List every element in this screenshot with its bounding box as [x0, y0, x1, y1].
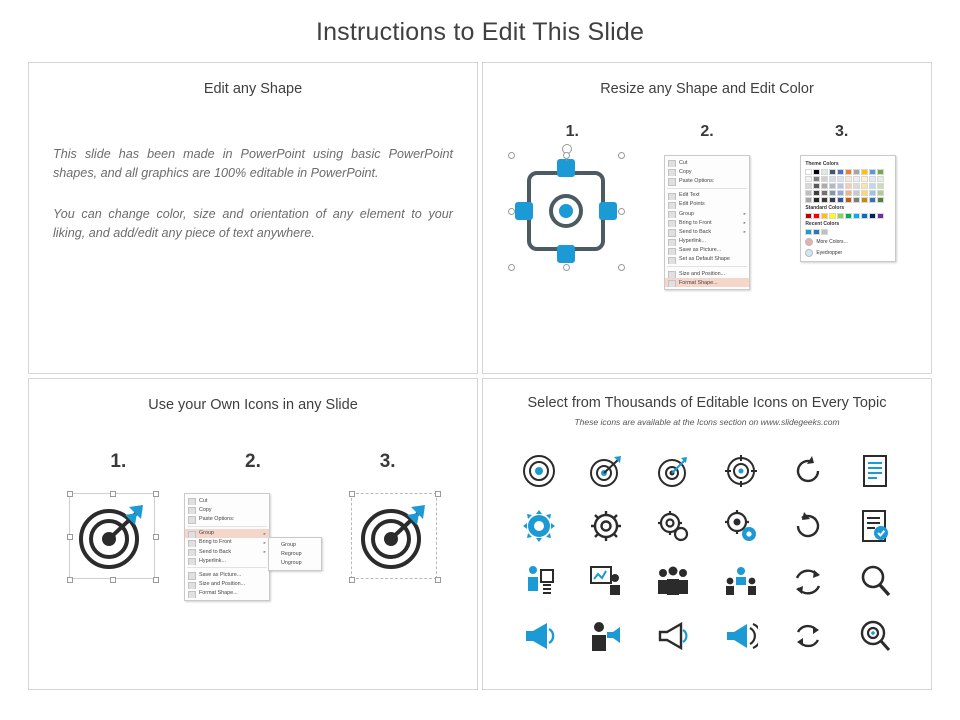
panel-edit-any-shape	[28, 62, 478, 374]
submenu-item-regroup[interactable]	[269, 549, 321, 558]
people-group-icon[interactable]	[656, 564, 690, 598]
swatch[interactable]	[853, 197, 860, 203]
theme-shade-row[interactable]	[805, 197, 891, 203]
menu-item-size-and-position[interactable]	[185, 580, 269, 589]
theme-colors-label: Theme Colors	[805, 161, 839, 167]
gear-settings-icon[interactable]	[724, 509, 758, 543]
recycle-arrows-icon[interactable]	[792, 565, 824, 597]
resize-handle-nw[interactable]	[67, 491, 73, 497]
chevron-right-icon: ▸	[263, 548, 266, 554]
menu-item-label: Copy	[198, 506, 212, 513]
resize-handle-s[interactable]	[563, 264, 570, 271]
resize-figure-context-menu	[637, 155, 777, 290]
menu-item-edit-text[interactable]	[665, 191, 749, 200]
send-back-icon	[188, 549, 196, 556]
shape-selection-box[interactable]	[511, 155, 621, 267]
chevron-right-icon: ▸	[743, 220, 746, 226]
menu-item-label: Cut	[198, 497, 208, 504]
edit-text-icon	[668, 193, 676, 200]
swatch[interactable]	[805, 183, 812, 189]
megaphone-announce-icon[interactable]	[724, 622, 758, 650]
own-icons-step-number-1: 1.	[110, 451, 127, 472]
swatch[interactable]	[861, 213, 868, 219]
swatch[interactable]	[853, 190, 860, 196]
swatch[interactable]	[837, 190, 844, 196]
chevron-right-icon: ▸	[263, 539, 266, 545]
page-title: Instructions to Edit This Slide	[315, 18, 645, 46]
cycle-arrows-icon[interactable]	[792, 620, 824, 652]
menu-item-send-to-back[interactable]	[665, 227, 749, 236]
more-colors-button[interactable]	[805, 238, 891, 246]
own-icons-step-number-2: 2.	[245, 451, 261, 472]
swatch[interactable]	[813, 176, 820, 182]
swatch[interactable]	[845, 169, 852, 175]
swatch[interactable]	[813, 183, 820, 189]
menu-separator	[187, 567, 267, 568]
bring-front-icon	[188, 540, 196, 547]
group-submenu[interactable]	[268, 537, 322, 571]
selection-outline	[69, 493, 155, 579]
group-icon	[668, 211, 676, 218]
swatch[interactable]	[877, 213, 884, 219]
menu-item-group[interactable]	[665, 209, 749, 218]
swatch[interactable]	[861, 183, 868, 189]
target-arrow-icon[interactable]	[589, 454, 623, 488]
recent-colors-row[interactable]	[805, 229, 891, 235]
resize-steps-row	[483, 123, 931, 141]
menu-item-label: Size and Position...	[678, 270, 726, 277]
swatch[interactable]	[821, 229, 828, 235]
copy-icon	[668, 169, 676, 176]
menu-item-label: Copy	[678, 168, 692, 175]
menu-item-label: Hyperlink...	[678, 238, 706, 245]
bring-front-icon	[668, 220, 676, 227]
swatch[interactable]	[853, 169, 860, 175]
resize-handle-se[interactable]	[153, 577, 159, 583]
swatch[interactable]	[861, 190, 868, 196]
panel-title-editable-icons: Select from Thousands of Editable Icons on Every Topic	[527, 395, 887, 411]
megaphone-icon[interactable]	[522, 621, 556, 651]
standard-colors-row[interactable]	[805, 213, 891, 219]
menu-item-format-shape[interactable]	[665, 278, 749, 287]
menu-item-label: Send to Back	[678, 228, 712, 235]
menu-item-send-to-back[interactable]	[185, 547, 269, 556]
chevron-right-icon: ▸	[743, 210, 746, 216]
swatch[interactable]	[861, 169, 868, 175]
editable-icons-subtitle: These icons are available at the Icons section on www.slidegeeks.com	[574, 417, 840, 427]
target-dart-icon[interactable]	[656, 454, 690, 488]
target-ungrouped-box[interactable]	[351, 493, 437, 579]
resize-handle-n[interactable]	[563, 152, 570, 159]
swatch[interactable]	[805, 197, 812, 203]
magnifier-icon[interactable]	[859, 564, 891, 598]
swatch[interactable]	[805, 176, 812, 182]
save-picture-icon	[668, 248, 676, 255]
checklist-document-icon[interactable]	[860, 509, 890, 543]
swatch[interactable]	[837, 197, 844, 203]
panel-editable-icons	[482, 378, 932, 690]
resize-handle-sw[interactable]	[508, 264, 515, 271]
menu-item-label: Group	[198, 530, 214, 537]
theme-shade-row[interactable]	[805, 183, 891, 189]
menu-item-paste-options[interactable]	[185, 514, 269, 523]
resize-figures-row	[483, 155, 931, 290]
paste-icon	[668, 178, 676, 185]
resize-handle-se[interactable]	[618, 264, 625, 271]
menu-item-copy[interactable]	[665, 167, 749, 176]
swatch[interactable]	[821, 176, 828, 182]
resize-handle-nw[interactable]	[508, 152, 515, 159]
swatch[interactable]	[853, 213, 860, 219]
swatch[interactable]	[861, 176, 868, 182]
menu-item-label: Paste Options:	[678, 177, 715, 184]
swatch[interactable]	[813, 169, 820, 175]
menu-item-bring-to-front[interactable]	[185, 538, 269, 547]
resize-handle-e[interactable]	[153, 534, 159, 540]
swatch[interactable]	[829, 190, 836, 196]
gear-filled-icon[interactable]	[522, 509, 556, 543]
ungrouped-outline	[351, 493, 437, 579]
swatch[interactable]	[813, 229, 820, 235]
person-speaking-icon[interactable]	[589, 620, 623, 652]
theme-colors-row[interactable]	[805, 169, 891, 175]
panels-grid	[28, 62, 932, 696]
swatch[interactable]	[861, 197, 868, 203]
swatch[interactable]	[877, 176, 884, 182]
swatch[interactable]	[829, 176, 836, 182]
swatch[interactable]	[821, 190, 828, 196]
eyedropper-icon	[805, 249, 813, 257]
size-position-icon	[668, 271, 676, 278]
submenu-item-label: Ungroup	[280, 559, 302, 566]
target-crosshair-icon[interactable]	[724, 454, 758, 488]
resize-handle-se[interactable]	[435, 577, 441, 583]
swatch[interactable]	[853, 183, 860, 189]
swatch[interactable]	[829, 183, 836, 189]
theme-shade-row[interactable]	[805, 176, 891, 182]
swatch[interactable]	[869, 197, 876, 203]
menu-item-label: Format Shape...	[678, 279, 718, 286]
menu-item-set-default-shape[interactable]	[665, 255, 749, 264]
swatch[interactable]	[805, 213, 812, 219]
edit-shape-paragraph-2: You can change color, size and orientation of any element to your liking, and add/edit any piece of text anywhere.	[53, 207, 453, 240]
swatch[interactable]	[837, 169, 844, 175]
swatch[interactable]	[805, 169, 812, 175]
own-icons-figure-group-menu	[183, 493, 323, 601]
menu-item-label: Cut	[678, 159, 688, 166]
copy-icon	[188, 507, 196, 514]
team-meeting-icon[interactable]	[724, 564, 758, 598]
cut-icon	[188, 498, 196, 505]
menu-item-cut[interactable]	[665, 158, 749, 167]
swatch[interactable]	[869, 169, 876, 175]
target-search-icon[interactable]	[858, 619, 892, 653]
panel-resize-shape	[482, 62, 932, 374]
menu-item-label: Send to Back	[198, 548, 232, 555]
hyperlink-icon	[668, 239, 676, 246]
gear-outline-icon[interactable]	[589, 509, 623, 543]
swatch[interactable]	[869, 190, 876, 196]
resize-handle-sw[interactable]	[67, 577, 73, 583]
context-menu[interactable]	[664, 155, 750, 290]
menu-item-format-shape[interactable]	[185, 589, 269, 598]
menu-item-copy[interactable]	[185, 505, 269, 514]
resize-handle-sw[interactable]	[349, 577, 355, 583]
paste-icon	[188, 516, 196, 523]
swatch[interactable]	[845, 190, 852, 196]
menu-item-paste-options[interactable]	[665, 176, 749, 185]
swatch[interactable]	[829, 197, 836, 203]
menu-item-label: Edit Text	[678, 192, 700, 199]
swatch[interactable]	[805, 190, 812, 196]
swatch[interactable]	[813, 197, 820, 203]
submenu-item-label: Regroup	[280, 550, 302, 557]
refresh-clockwise-icon[interactable]	[792, 455, 824, 487]
document-lines-icon[interactable]	[860, 454, 890, 488]
menu-item-label: Edit Points	[678, 201, 705, 208]
menu-item-label: Set as Default Shape	[678, 256, 730, 263]
icons-gallery	[505, 443, 909, 663]
menu-separator	[187, 526, 267, 527]
menu-item-label: Group	[678, 210, 694, 217]
resize-step-number-1: 1.	[565, 123, 579, 140]
swatch[interactable]	[877, 190, 884, 196]
own-icons-steps-row	[29, 451, 477, 473]
send-back-icon	[668, 229, 676, 236]
person-podium-icon[interactable]	[522, 564, 556, 598]
gear-double-icon[interactable]	[656, 509, 690, 543]
size-position-icon	[188, 582, 196, 589]
resize-step-number-3: 3.	[834, 123, 849, 140]
menu-item-edit-points[interactable]	[665, 200, 749, 209]
menu-item-label: Size and Position...	[198, 581, 246, 588]
swatch[interactable]	[845, 197, 852, 203]
swatch[interactable]	[813, 213, 820, 219]
group-icon	[188, 531, 196, 538]
presentation-person-icon[interactable]	[589, 564, 623, 598]
menu-separator	[667, 188, 747, 189]
panel-title-own-icons: Use your Own Icons in any Slide	[148, 397, 358, 413]
swatch[interactable]	[853, 176, 860, 182]
submenu-item-label: Group	[280, 541, 296, 548]
recent-colors-label: Recent Colors	[805, 221, 840, 227]
format-shape-icon	[668, 280, 676, 287]
swatch[interactable]	[821, 183, 828, 189]
eyedropper-label: Eyedropper	[816, 250, 843, 256]
own-icons-step-number-3: 3.	[379, 451, 396, 472]
swatch[interactable]	[821, 213, 828, 219]
edit-points-icon	[668, 202, 676, 209]
chevron-right-icon: ▸	[263, 530, 266, 536]
menu-item-label: Paste Options:	[198, 515, 235, 522]
resize-handle-n[interactable]	[110, 491, 116, 497]
format-shape-icon	[188, 591, 196, 598]
swatch[interactable]	[805, 229, 812, 235]
menu-item-label: Bring to Front	[678, 219, 712, 226]
submenu-item-ungroup[interactable]	[269, 558, 321, 567]
swatch[interactable]	[877, 183, 884, 189]
panel-title-edit-shape: Edit any Shape	[203, 81, 303, 97]
swatch[interactable]	[845, 176, 852, 182]
swatch[interactable]	[821, 169, 828, 175]
menu-item-label: Hyperlink...	[198, 557, 226, 564]
target-selection-box[interactable]	[69, 493, 155, 579]
menu-item-group[interactable]	[185, 529, 269, 538]
swatch[interactable]	[813, 190, 820, 196]
menu-separator	[667, 266, 747, 267]
panel-title-resize-shape: Resize any Shape and Edit Color	[600, 81, 814, 97]
submenu-item-group[interactable]	[269, 540, 321, 549]
editable-shape-icon	[511, 155, 621, 267]
swatch[interactable]	[877, 197, 884, 203]
swatch[interactable]	[845, 183, 852, 189]
color-palette-popup[interactable]	[800, 155, 896, 262]
resize-handle-s[interactable]	[110, 577, 116, 583]
resize-handle-w[interactable]	[508, 208, 515, 215]
chevron-right-icon: ▸	[743, 229, 746, 235]
menu-item-cut[interactable]	[185, 496, 269, 505]
swatch[interactable]	[837, 183, 844, 189]
resize-figure-shape-handles	[496, 155, 636, 267]
own-icons-figure-ungrouped-target	[324, 493, 464, 579]
resize-handle-e[interactable]	[618, 208, 625, 215]
own-icons-figures-row	[29, 493, 477, 601]
menu-item-label: Save as Picture...	[198, 571, 242, 578]
menu-item-size-and-position[interactable]	[665, 269, 749, 278]
default-shape-icon	[668, 257, 676, 264]
cut-icon	[668, 160, 676, 167]
resize-figure-color-palette	[778, 155, 918, 262]
target-circle-icon[interactable]	[522, 454, 556, 488]
megaphone-outline-icon[interactable]	[656, 622, 690, 650]
panel-own-icons	[28, 378, 478, 690]
menu-item-save-as-picture[interactable]	[185, 570, 269, 579]
swatch[interactable]	[837, 176, 844, 182]
theme-shade-row[interactable]	[805, 190, 891, 196]
hyperlink-icon	[188, 558, 196, 565]
swatch[interactable]	[877, 169, 884, 175]
swatch[interactable]	[829, 213, 836, 219]
menu-item-label: Format Shape...	[198, 590, 238, 597]
context-menu-group[interactable]	[184, 493, 270, 601]
eyedropper-button[interactable]	[805, 249, 891, 257]
resize-handle-w[interactable]	[67, 534, 73, 540]
more-colors-label: More Colors...	[816, 239, 848, 245]
refresh-arrow-icon[interactable]	[792, 510, 824, 542]
menu-item-hyperlink[interactable]	[185, 556, 269, 565]
menu-item-label: Save as Picture...	[678, 247, 722, 254]
resize-step-number-2: 2.	[700, 123, 714, 140]
swatch[interactable]	[821, 197, 828, 203]
swatch[interactable]	[869, 213, 876, 219]
swatch[interactable]	[829, 169, 836, 175]
color-wheel-icon	[805, 238, 813, 246]
save-picture-icon	[188, 572, 196, 579]
menu-item-hyperlink[interactable]	[665, 237, 749, 246]
swatch[interactable]	[869, 176, 876, 182]
edit-shape-paragraph-1: This slide has been made in PowerPoint using basic PowerPoint shapes, and all graphics are 100% editable in PowerPoint.	[53, 147, 453, 180]
standard-colors-label: Standard Colors	[805, 205, 845, 211]
swatch[interactable]	[837, 213, 844, 219]
menu-item-label: Bring to Front	[198, 539, 232, 546]
menu-item-save-as-picture[interactable]	[665, 246, 749, 255]
own-icons-figure-selected-target	[42, 493, 182, 579]
menu-item-bring-to-front[interactable]	[665, 218, 749, 227]
resize-handle-nw[interactable]	[349, 491, 355, 497]
swatch[interactable]	[845, 213, 852, 219]
resize-handle-ne[interactable]	[435, 491, 441, 497]
resize-handle-ne[interactable]	[153, 491, 159, 497]
resize-handle-ne[interactable]	[618, 152, 625, 159]
swatch[interactable]	[869, 183, 876, 189]
